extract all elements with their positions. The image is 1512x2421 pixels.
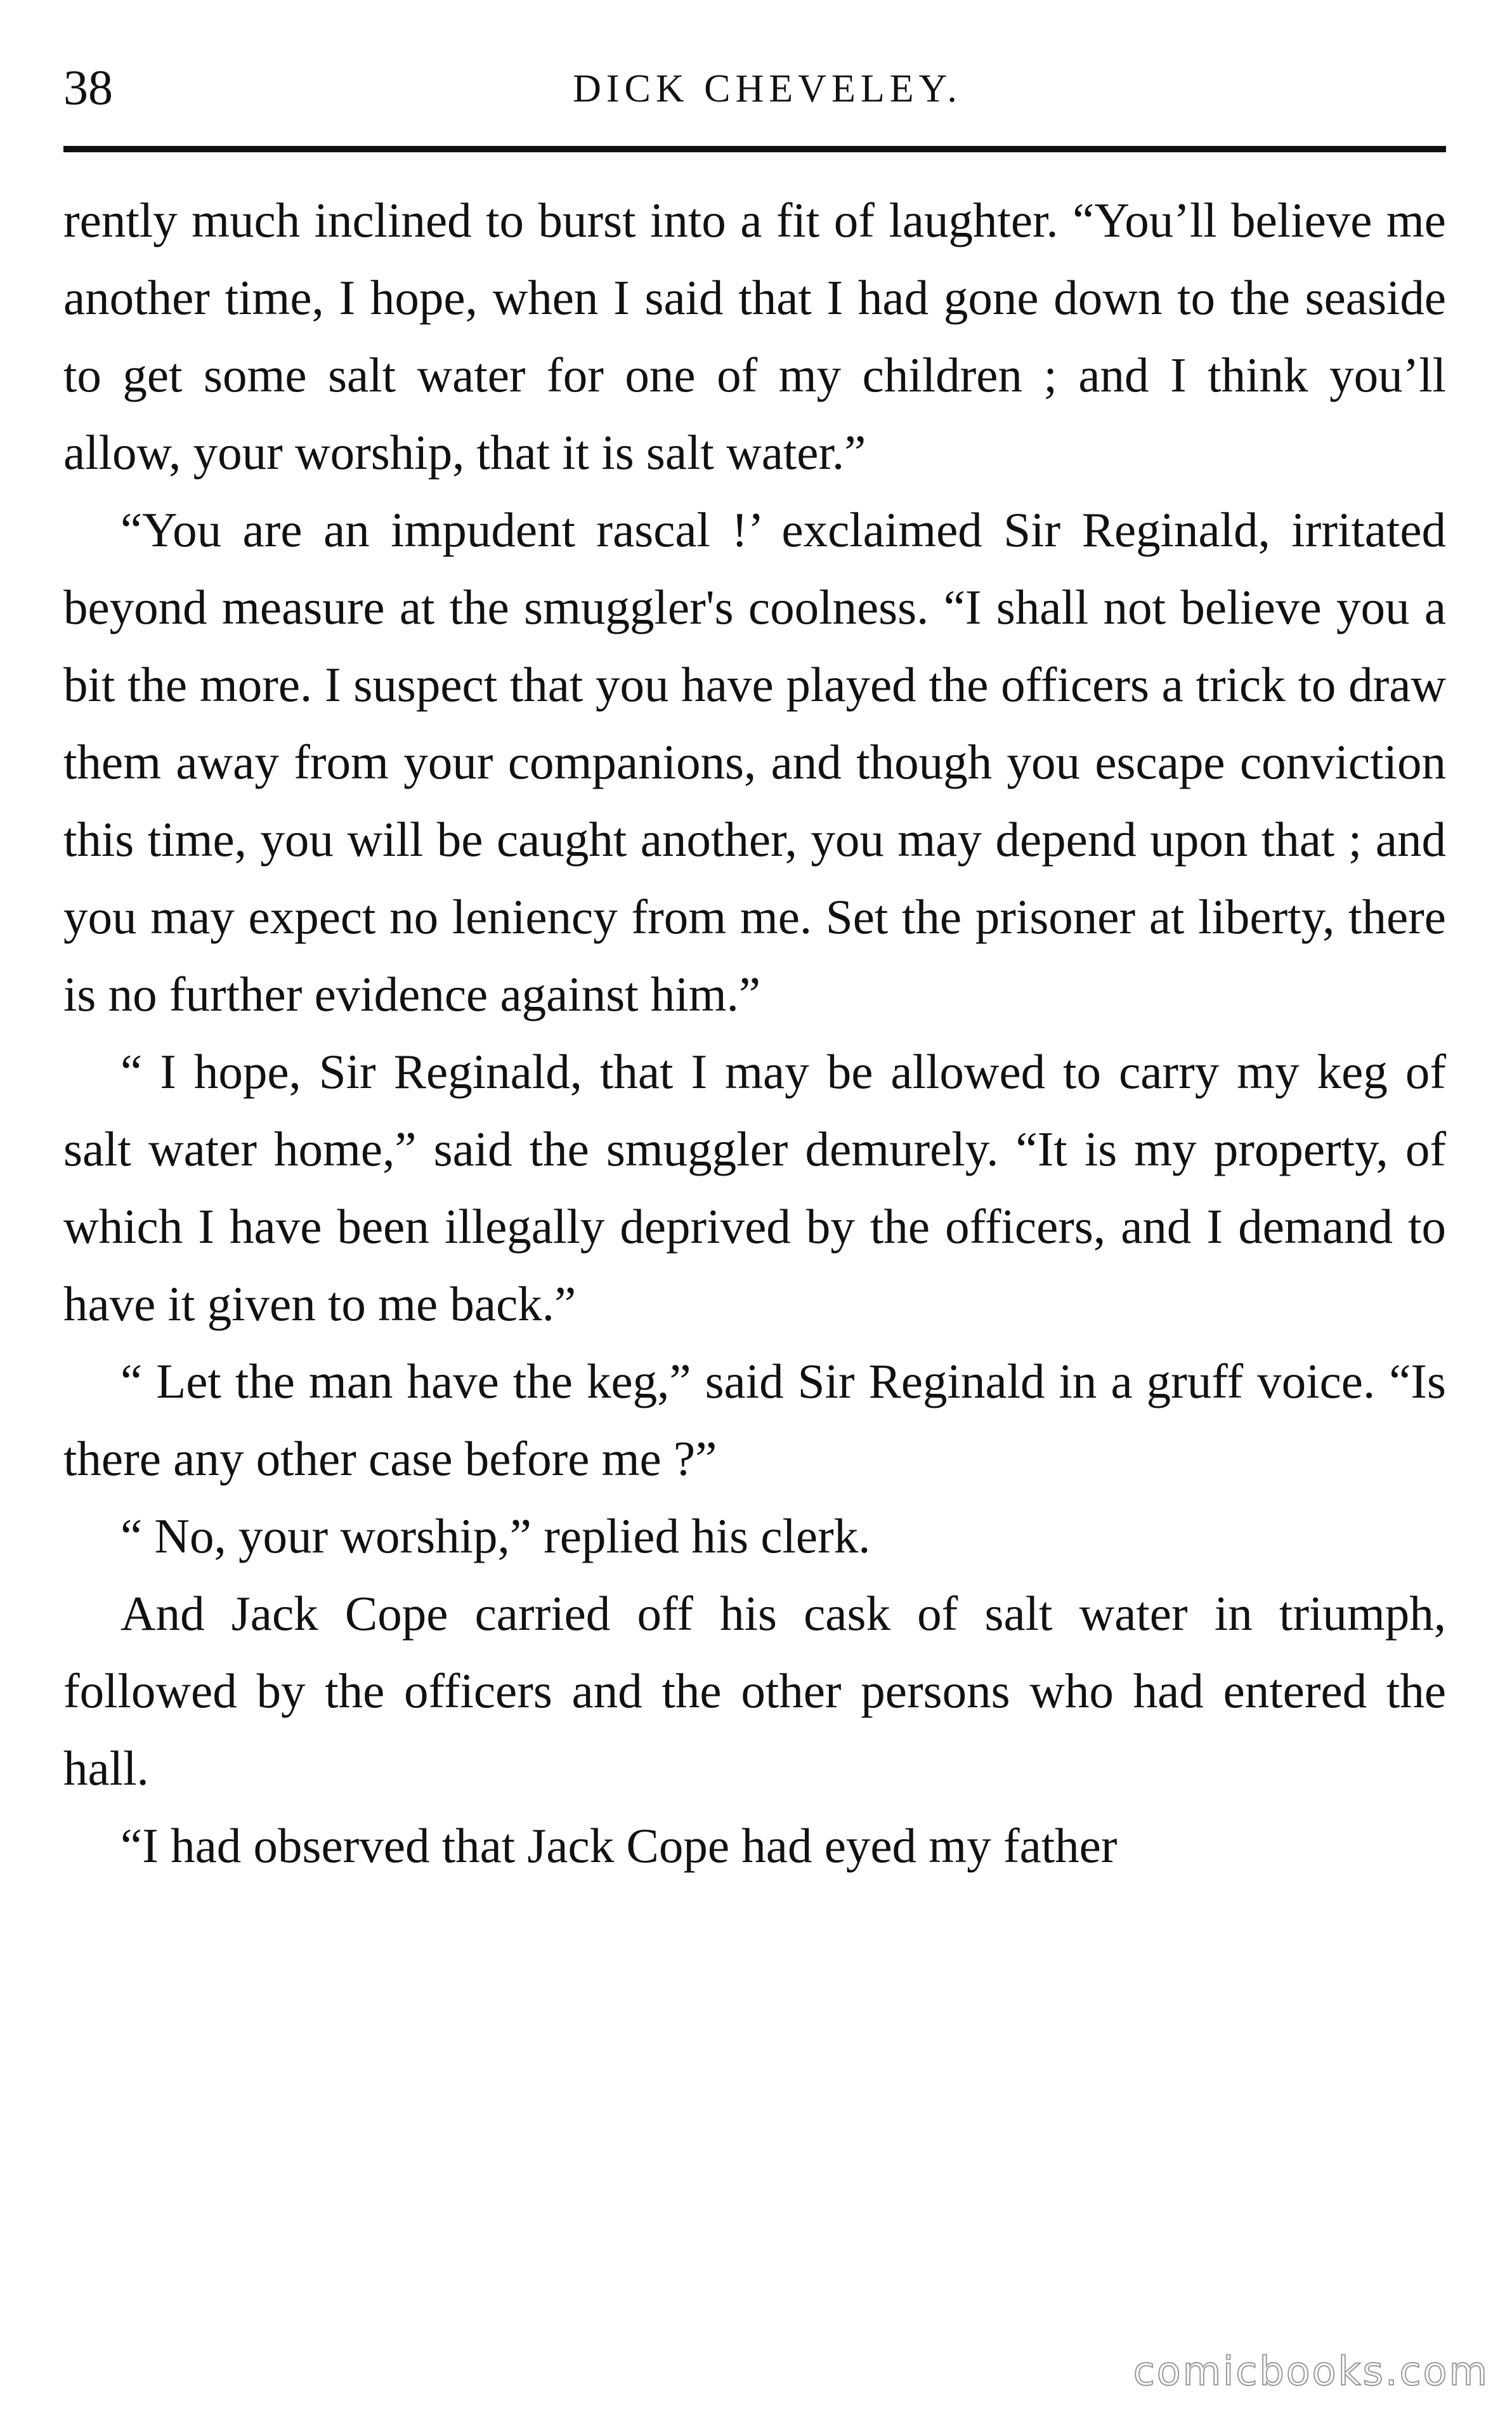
paragraph: “ I hope, Sir Reginald, that I may be allowed to carry my keg of salt water home,” said the smuggler demurely. “It is my property, of which I have been illegally deprived by the officers, and I demand to have it given to me back.” bbox=[63, 1044, 1446, 1331]
watermark: comicbooks.com bbox=[1133, 2348, 1489, 2394]
paragraph: “You are an impudent rascal !’ exclaimed Sir Reginald, irritated beyond measure at the smuggler's coolness. “I shall not believe you a bit the more. I suspect that you have played the officers a trick to draw them away from your companions, and though you escape conviction this time, you will be caught another, you may depend upon that ; and you may expect no leniency from me. Set the prisoner at liberty, there is no further evidence against him.” bbox=[63, 502, 1446, 1021]
paragraph: “I had observed that Jack Cope had eyed my father bbox=[121, 1818, 1118, 1873]
header-rule bbox=[63, 146, 1446, 152]
paragraph: And Jack Cope carried off his cask of salt water in triumph, followed by the officers and the other persons who had entered the hall. bbox=[63, 1586, 1446, 1795]
running-title: DICK CHEVELEY. bbox=[573, 67, 962, 110]
paragraph: “ Let the man have the keg,” said Sir Reginald in a gruff voice. “Is there any other case before me ?” bbox=[63, 1354, 1446, 1486]
page-number: 38 bbox=[63, 60, 113, 115]
paragraph: “ No, your worship,” replied his clerk. bbox=[121, 1509, 871, 1563]
paragraph: rently much inclined to burst into a fit of laughter. “You’ll believe me another time, I hope, when I said that I had gone down to the seaside to get some salt water for one of my children ; and I think you’ll allow, your worship, that it is salt water.” bbox=[63, 193, 1446, 480]
body-text bbox=[63, 181, 1446, 1884]
running-head bbox=[63, 44, 1446, 121]
